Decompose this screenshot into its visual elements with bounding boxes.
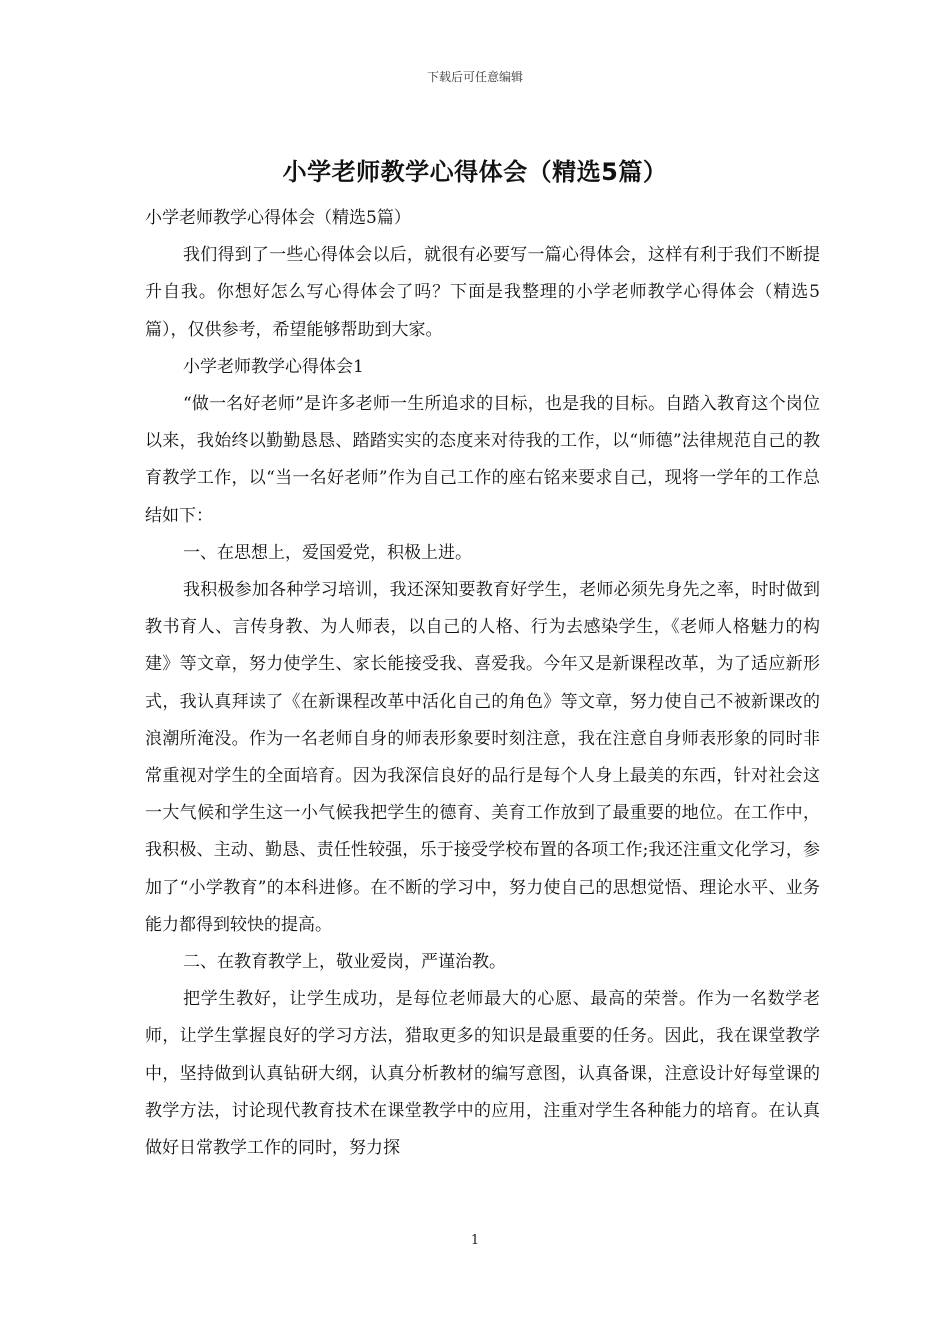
- document-title: 小学老师教学心得体会（精选5篇）: [282, 158, 668, 186]
- subtitle-line: 小学老师教学心得体会（精选5篇）: [145, 208, 411, 228]
- section-heading-thought: 一、在思想上，爱国爱党，积极上进。: [183, 542, 472, 563]
- section-heading-teaching: 二、在教育教学上，敬业爱岗，严谨治教。: [183, 952, 506, 973]
- body-paragraph-1: “做一名好老师”是许多老师一生所追求的目标，也是我的目标。自踏入教育这个岗位以来，我始终以勤勤恳恳、踏踏实实的态度来对待我的工作，以“师德”法律规范自己的教育教学工作，以“当一名好老师”作为自己工作的座右铭来要求自己，现将一学年的工作总结如下：: [145, 394, 820, 526]
- body-paragraph-intro: 我们得到了一些心得体会以后，就很有必要写一篇心得体会，这样有利于我们不断提升自我。你想好怎么写心得体会了吗？下面是我整理的小学老师教学心得体会（精选5篇），仅供参考，希望能够帮助到大家。: [145, 245, 820, 340]
- body-paragraph-3: 把学生教好，让学生成功，是每位老师最大的心愿、最高的荣誉。作为一名数学老师，让学生掌握良好的学习方法，猎取更多的知识是最重要的任务。因此，我在课堂教学中，坚持做到认真钻研大纲，认真分析教材的编写意图，认真备课，注意设计好每堂课的教学方法，讨论现代教育技术在课堂教学中的应用，注重对学生各种能力的培育。在认真做好日常教学工作的同时，努力探: [145, 989, 820, 1159]
- document-body: [145, 200, 820, 1167]
- section-heading-1: 小学老师教学心得体会1: [183, 356, 364, 377]
- body-paragraph-2: 我积极参加各种学习培训，我还深知要教育好学生，老师必须先身先之率，时时做到教书育人、言传身教、为人师表，以自己的人格、行为去感染学生，《老师人格魅力的构建》等文章，努力使学生、家长能接受我、喜爱我。今年又是新课程改革，为了适应新形式，我认真拜读了《在新课程改革中活化自己的角色》等文章，努力使自己不被新课改的浪潮所淹没。作为一名老师自身的师表形象要时刻注意，我在注意自身师表形象的同时非常重视对学生的全面培育。因为我深信良好的品行是每个人身上最美的东西，针对社会这一大气候和学生这一小气候我把学生的德育、美育工作放到了最重要的地位。在工作中，我积极、主动、勤恳、责任性较强，乐于接受学校布置的各项工作;我还注重文化学习，参加了“小学教育”的本科进修。在不断的学习中，努力使自己的思想觉悟、理论水平、业务能力都得到较快的提高。: [145, 580, 820, 935]
- page-number: 1: [470, 1233, 480, 1248]
- header-note: 下载后可任意编辑: [426, 70, 523, 84]
